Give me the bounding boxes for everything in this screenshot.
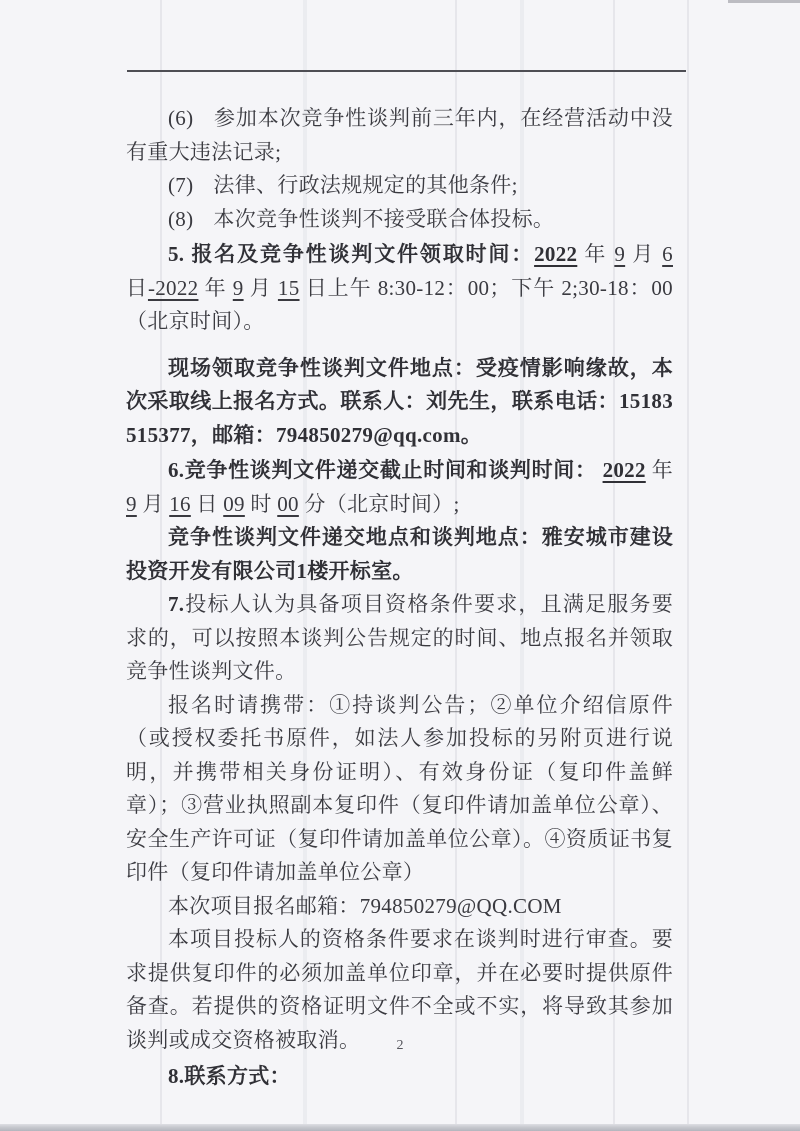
text-run: 00 (277, 491, 299, 516)
text-run: 时 (244, 491, 278, 516)
document-body (126, 0, 673, 1094)
text-run: 6 (662, 242, 673, 266)
list-text: 法律、行政法规规定的其他条件; (213, 173, 518, 197)
paragraph-section7-eligibility (126, 588, 673, 689)
text-run: 年 (577, 242, 615, 266)
text-run: 分（北京时间）; (298, 491, 460, 516)
paragraph-section7-email (126, 890, 673, 924)
paragraph-section7-review: 本项目投标人的资格条件要求在谈判时进行审查。要求提供复印件的必须加盖单位印章，并在必要时提供原件备查。若提供的资格证明文件不全或不实，将导致其参加谈判或成交资格被取消。 (126, 927, 673, 1052)
page-number: 2 (396, 1038, 404, 1053)
paragraph-section6-location: 竞争性谈判文件递交地点和谈判地点：雅安城市建设投资开发有限公司1楼开标室。 (126, 525, 673, 583)
list-marker: (6) (168, 106, 194, 130)
paragraph-section5-location: 现场领取竞争性谈判文件地点：受疫情影响缘故，本次采取线上报名方式。联系人：刘先生，联系电话：15183515377，邮箱：794850279@qq.com。 (126, 355, 673, 447)
paragraph-section8-contact (126, 1060, 673, 1094)
scan-bottom-edge (0, 1124, 800, 1131)
text-run: 8.联系方式： (168, 1064, 291, 1088)
text-run: 9 (126, 491, 137, 516)
text-run: -2022 (147, 275, 199, 300)
email-address: 794850279@QQ.COM (359, 893, 562, 918)
text-run: 月 (243, 275, 278, 300)
text-run: 6.竞争性谈判文件递交截止时间和谈判时间： (168, 458, 603, 482)
text-run: 月 (136, 491, 170, 516)
text-run: 日 (126, 275, 148, 300)
text-run: 2022 (534, 242, 578, 266)
text-run: 年 (198, 275, 233, 300)
list-marker: (8) (168, 206, 194, 231)
text-run: 投标人认为具备项目资格条件要求，且满足服务要求的，可以按照本谈判公告规定的时间、地点报名并领取竞争性谈判文件。 (126, 592, 673, 683)
text-run: 9 (614, 242, 626, 266)
paragraph-item-8 (126, 203, 673, 237)
text-run: 年 (645, 458, 673, 482)
text-run: 15 (277, 275, 300, 300)
text-run: 2022 (602, 458, 646, 482)
text-run: 日 (190, 491, 224, 516)
paragraph-item-6 (126, 102, 673, 169)
text-run: 日上午 8:30-12：00；下午 2;30-18：00（北京时间）。 (126, 275, 673, 333)
list-marker: (7) (168, 173, 194, 197)
paragraph-item-7 (126, 169, 673, 203)
list-text: 参加本次竞争性谈判前三年内，在经营活动中没有重大违法记录; (126, 106, 673, 164)
paragraph-section5-time (126, 238, 673, 339)
text-run: 09 (223, 491, 245, 516)
text-run: 7. (168, 592, 185, 616)
text-run: 9 (232, 275, 244, 300)
paragraph-section7-bring-list: 报名时请携带：①持谈判公告；②单位介绍信原件（或授权委托书原件，如法人参加投标的另附页进行说明，并携带相关身份证明）、有效身份证（复印件盖鲜章）；③营业执照副本复印件（复印件请加盖单位公章）、安全生产许可证（复印件请加盖单位公章）。④资质证书复印件（复印件请加盖单位公章） (126, 692, 673, 884)
paragraph-section6-deadline (126, 454, 673, 521)
scan-corner-mark (728, 0, 800, 3)
text-run: 月 (625, 242, 663, 266)
scan-streak (687, 0, 689, 1131)
email-label: 本次项目报名邮箱： (168, 893, 360, 918)
list-text: 本次竞争性谈判不接受联合体投标。 (213, 206, 555, 231)
text-run: 5. 报名及竞争性谈判文件领取时间： (168, 242, 535, 266)
text-run: 16 (169, 491, 191, 516)
